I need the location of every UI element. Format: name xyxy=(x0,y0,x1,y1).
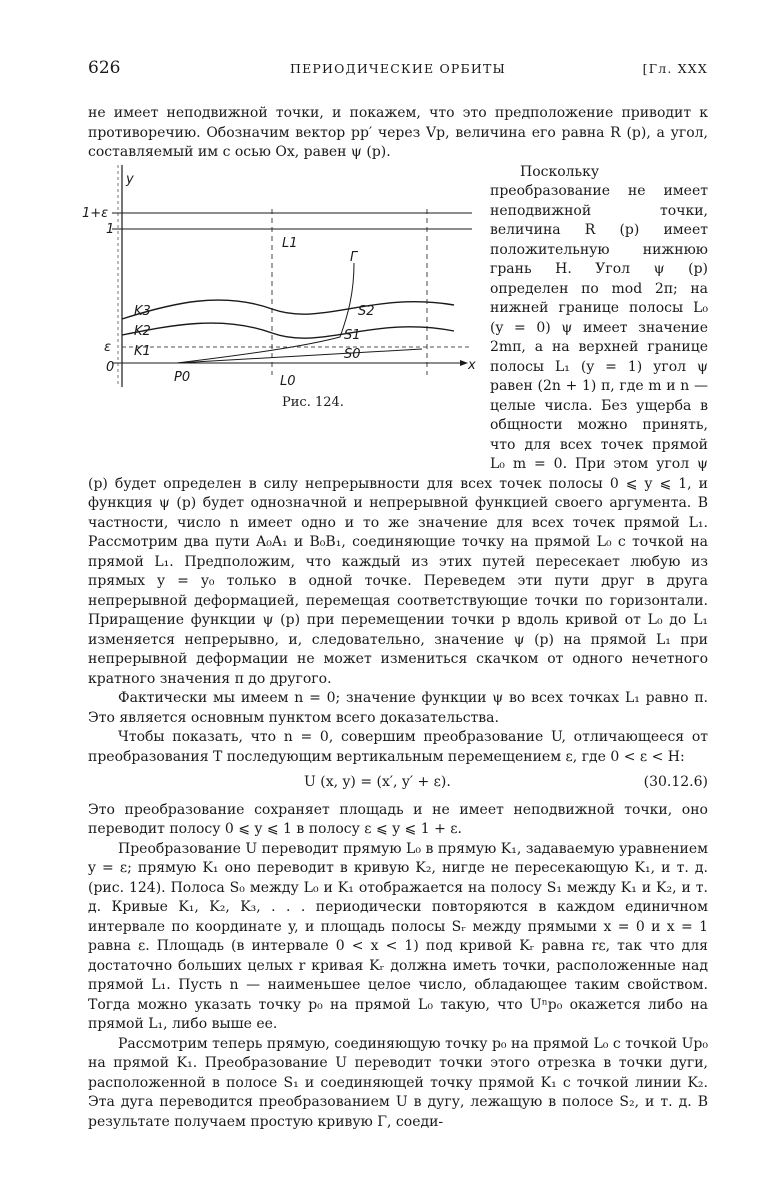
label-eps: ε xyxy=(104,339,112,355)
paragraph: не имеет неподвижной точки, и покажем, что это предположение приводит к противоречию. Обозначим вектор pp′ через Vp, величина его равна R (p), а угол, составляемый им с осью Ox, равен ψ (p). xyxy=(88,105,708,160)
label-one: 1 xyxy=(106,221,115,237)
paragraph: Рассмотрим теперь прямую, соединяющую точку p₀ на прямой L₀ с точкой Up₀ на прямой K₁. Преобразование U переводит точки этого отрезка в точки дуги, расположенной в полосе S₁ и соединяющей точку прямой K₁ с точкой линии K₂. Эта дуга переводится преобразованием U в дугу, лежащую в полосе S₂, и т. д. В результате получаем простую кривую Γ, соеди- xyxy=(88,1035,708,1130)
page-body xyxy=(82,104,708,1132)
label-y-axis: y xyxy=(126,171,134,187)
label-Gamma: Г xyxy=(350,249,358,265)
label-S2: S2 xyxy=(358,303,375,319)
label-zero: 0 xyxy=(106,359,115,375)
figure-caption: Рис. 124. xyxy=(282,394,344,410)
label-S0: S0 xyxy=(344,346,361,362)
label-L0: L0 xyxy=(280,373,296,389)
equation-number: (30.12.6) xyxy=(643,774,708,790)
page-header xyxy=(88,58,708,82)
label-K1: K1 xyxy=(134,343,151,359)
chapter-label: [Гл. XXX xyxy=(642,61,708,76)
label-K3: K3 xyxy=(134,303,151,319)
label-S1: S1 xyxy=(344,327,361,343)
label-L1: L1 xyxy=(282,235,298,251)
label-K2: K2 xyxy=(134,323,151,339)
label-P0: P0 xyxy=(174,369,191,385)
figure-diagram xyxy=(82,165,482,465)
page-number: 626 xyxy=(88,58,121,78)
paragraph: Преобразование U переводит прямую L₀ в прямую K₁, задаваемую уравнением y = ε; прямую K₁ оно переводит в кривую K₂, нигде не пересекающую K₁, и т. д. (рис. 124). Полоса S₀ между L₀ и K₁ отображается на полосу S₁ между K₁ и K₂, и т. д. Кривые K₁, K₂, K₃, . . . периодически повторяются в каждом единичном интервале по координате y, и площадь полосы Sᵣ между прямыми x = 0 и x = 1 равна ε. Площадь (в интервале 0 < x < 1) под кривой Kᵣ равна rε, так что для достаточно больших целых r кривая Kᵣ должна иметь точки, расположенные над прямой L₁. Пусть n — наименьшее целое число, обладающее таким свойством. Тогда можно указать точку p₀ на прямой L₀ такую, что Uⁿp₀ окажется либо на прямой L₁, либо выше ее. xyxy=(88,840,708,1032)
equation-formula: U (x, y) = (x′, y′ + ε). xyxy=(304,774,451,790)
paragraph-text: Поскольку преобразование не имеет неподвижной точки, величина R (p) имеет положительную нижнюю грань H. Угол ψ (p) определен по mod 2π; на нижней границе полосы L₀ (y = 0) ψ имеет значение 2mπ, а на верхней границе полосы L₁ (y = 1) угол ψ равен (2n + 1) π, где m и n — целые числа. Без ущерба в общности можно принять, что для всех точек прямой L₀ m = 0. При этом угол ψ (p) будет определен в силу непрерывности для всех точек полосы 0 ⩽ y ⩽ 1, и функция ψ (p) будет однозначной и непрерывной функцией своего аргумента. В частности, число n имеет одно и то же значение для всех точек прямой L₁. Рассмотрим два пути A₀A₁ и B₀B₁, соединяющие точку на прямой L₀ с точкой на прямой L₁. Предположим, что каждый из этих путей пересекает любую из прямых y = y₀ только в одной точке. Переведем эти пути друг в друга непрерывной деформацией, перемещая соответствующие точки по горизонтали. Приращение функции ψ (p) при перемещении точки p вдоль кривой от L₀ до L₁ изменяется непрерывно, и, следовательно, значение ψ (p) на прямой L₁ при непрерывной деформации не может измениться скачком от одного нечетного кратного значения π до другого. xyxy=(88,163,708,687)
running-title: ПЕРИОДИЧЕСКИЕ ОРБИТЫ xyxy=(289,61,507,76)
segment-S0 xyxy=(177,346,422,363)
paragraph: Чтобы показать, что n = 0, совершим преобразование U, отличающееся от преобразования T последующим вертикальным перемещением ε, где 0 < ε < H: xyxy=(88,729,708,765)
paragraph: Это преобразование сохраняет площадь и не имеет неподвижной точки, оно переводит полосу 0 ⩽ y ⩽ 1 в полосу ε ⩽ y ⩽ 1 + ε. xyxy=(88,801,708,837)
paragraph: Фактически мы имеем n = 0; значение функции ψ во всех точках L₁ равно π. Это является основным пунктом всего доказательства. xyxy=(88,690,708,726)
label-x-axis: x xyxy=(468,357,476,373)
figure-124 xyxy=(82,165,482,465)
curve-Gamma xyxy=(177,263,354,363)
x-axis-arrow xyxy=(460,360,468,366)
label-one-plus-eps: 1+ε xyxy=(82,205,109,221)
curve-K3 xyxy=(122,300,454,319)
curve-K2 xyxy=(122,323,454,338)
paragraph xyxy=(82,163,708,690)
equation-30-12-6 xyxy=(88,773,708,793)
